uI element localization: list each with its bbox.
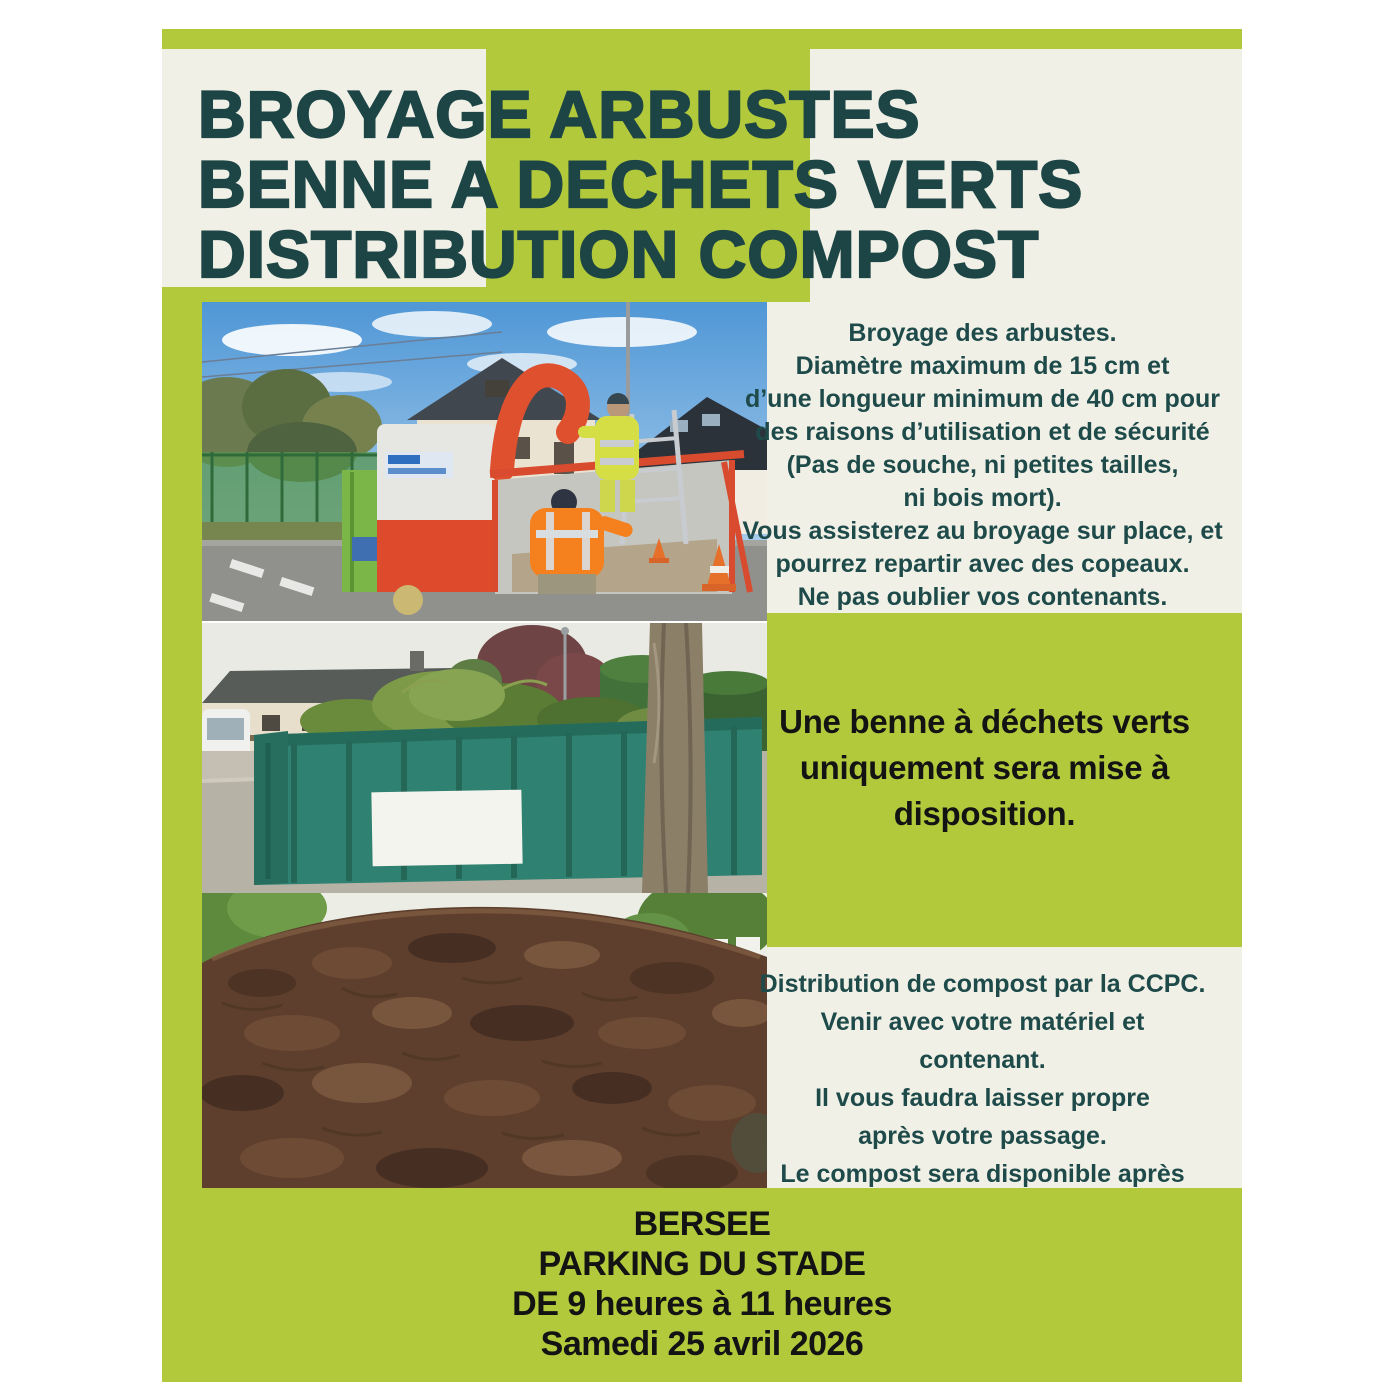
broyage-line: pourrez repartir avec des copeaux. (775, 550, 1190, 578)
compost-line: Distribution de compost par la CCPC. (759, 970, 1206, 998)
compost-line: Il vous faudra laisser propre (815, 1084, 1150, 1112)
photo-broyage-illustration (202, 302, 767, 621)
event-details-footer (162, 1188, 1242, 1382)
benne-line: disposition. (893, 795, 1076, 832)
title-line-2: BENNE A DECHETS VERTS (198, 147, 1084, 221)
photo-compost (202, 893, 767, 1204)
photo-compost-illustration (202, 893, 767, 1204)
footer-venue: PARKING DU STADE (538, 1245, 866, 1283)
broyage-section (723, 317, 1242, 614)
photo-broyage (202, 302, 767, 621)
compost-section (723, 965, 1242, 1193)
broyage-line: des raisons d’utilisation et de sécurité (755, 418, 1210, 446)
photo-benne (202, 621, 767, 895)
broyage-line: Broyage des arbustes. (848, 319, 1117, 347)
compost-line: Le compost sera disponible après (780, 1160, 1185, 1188)
broyage-line: Vous assisterez au broyage sur place, et (742, 517, 1223, 545)
broyage-line: (Pas de souche, ni petites tailles, (786, 451, 1179, 479)
benne-section (727, 613, 1242, 947)
footer-location: BERSEE (633, 1205, 771, 1243)
compost-line: après votre passage. (858, 1122, 1107, 1150)
title-line-1: BROYAGE ARBUSTES (198, 77, 921, 151)
broyage-line: ni bois mort). (903, 484, 1062, 512)
compost-line: Venir avec votre matériel et (820, 1008, 1145, 1036)
broyage-line: d’une longueur minimum de 40 cm pour (744, 385, 1221, 413)
broyage-line: Ne pas oublier vos contenants. (797, 583, 1168, 611)
flyer-content (162, 29, 1242, 1382)
compost-line: contenant. (919, 1046, 1046, 1074)
footer-date: Samedi 25 avril 2026 (540, 1325, 864, 1363)
benne-line: Une benne à déchets verts (779, 703, 1190, 740)
poster-title (198, 79, 1208, 289)
footer-hours: DE 9 heures à 11 heures (512, 1285, 892, 1323)
benne-line: uniquement sera mise à (799, 749, 1170, 786)
broyage-line: Diamètre maximum de 15 cm et (795, 352, 1170, 380)
photo-benne-illustration (202, 623, 767, 893)
title-line-3: DISTRIBUTION COMPOST (198, 217, 1040, 291)
